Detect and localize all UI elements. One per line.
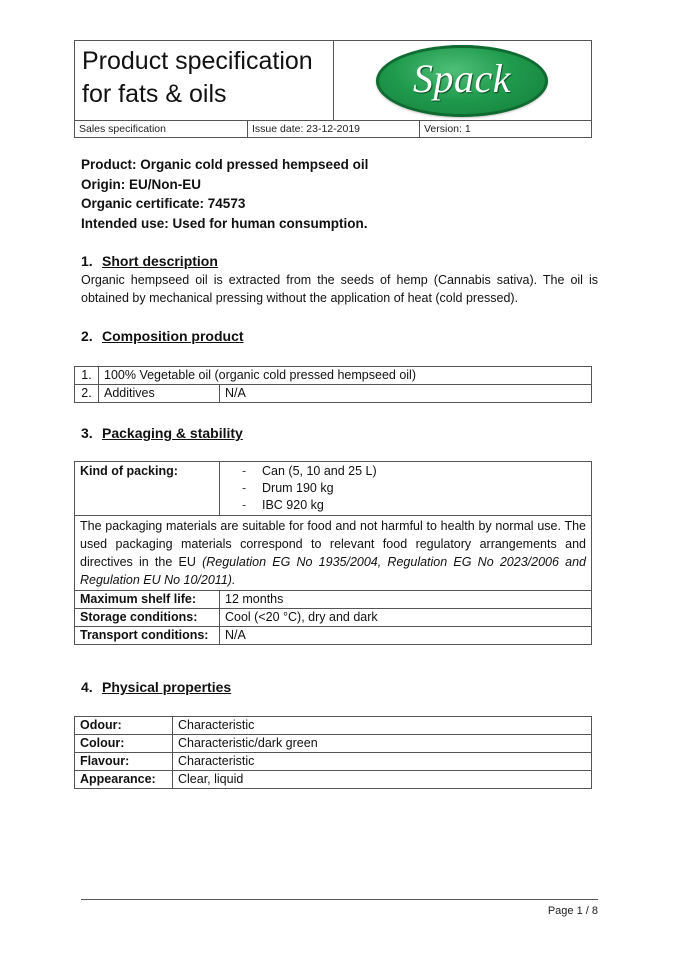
header-top-row [75,41,591,121]
document-title [75,41,334,121]
composition-value: N/A [220,385,592,403]
odour-label: Odour: [75,717,173,735]
packing-label: Kind of packing: [75,462,220,516]
row-number: 1. [75,367,99,385]
appearance-label: Appearance: [75,771,173,789]
intended-use: Intended use: Used for human consumption. [81,215,368,231]
table-row [75,609,592,627]
packaging-materials-text: The packaging materials are suitable for food and not harmful to health by normal use. The used packaging materials correspond to relevant food regulatory arrangements and directives in the EU [80,519,586,569]
page-number: Page 1 / 8 [547,905,598,917]
footer-divider [81,899,598,900]
row-number: 2. [75,385,99,403]
table-row [75,462,592,516]
table-row [75,367,592,385]
odour-value: Characteristic [173,717,592,735]
colour-value: Characteristic/dark green [173,735,592,753]
table-row [75,735,592,753]
product-origin: Origin: EU/Non-EU [81,176,201,192]
packaging-materials-cell [75,516,592,591]
section-title: Short description [102,253,218,269]
composition-label: 100% Vegetable oil (organic cold pressed hempseed oil) [99,367,592,385]
section-number: 1. [81,253,93,269]
issue-date: Issue date: 23-12-2019 [248,121,420,138]
transport-conditions-label: Transport conditions: [75,627,220,645]
list-item: - Drum 190 kg [220,480,591,497]
composition-table [74,366,592,403]
appearance-value: Clear, liquid [173,771,592,789]
transport-conditions-value: N/A [220,627,592,645]
section-number: 2. [81,328,93,344]
section-heading-short-description [81,252,218,270]
logo-cell [334,41,591,121]
section-title: Physical properties [102,679,232,695]
section-number: 4. [81,679,93,695]
spack-logo [376,45,548,117]
logo-text: Spack [412,56,511,101]
regulation-reference: (Regulation EG No 1935/2004, Regulation EG No 2023/2006 and Regulation EU No 10/2011). [80,555,586,587]
short-description-text: Organic hempseed oil is extracted from the seeds of hemp (Cannabis sativa). The oil is obtained by mechanical pressing without the application of heat (cold pressed). [81,273,598,305]
organic-certificate: Organic certificate: 74573 [81,196,246,211]
composition-label: Additives [99,385,220,403]
packing-list [220,463,591,514]
table-row [75,385,592,403]
table-row [75,771,592,789]
flavour-value: Characteristic [173,753,592,771]
table-row [75,627,592,645]
physical-properties-table [74,716,592,789]
section-title: Packaging & stability [102,425,243,441]
section-heading-composition [81,327,244,345]
table-row [75,753,592,771]
storage-conditions-value: Cool (<20 °C), dry and dark [220,609,592,627]
shelf-life-label: Maximum shelf life: [75,591,220,609]
spec-type: Sales specification [75,121,248,138]
table-row [75,516,592,591]
packing-list-cell [220,462,592,516]
version: Version: 1 [424,123,471,135]
list-item: - Can (5, 10 and 25 L) [220,463,591,480]
shelf-life-value: 12 months [220,591,592,609]
product-name: Product: Organic cold pressed hempseed oil [81,157,369,172]
flavour-label: Flavour: [75,753,173,771]
section-heading-physical-properties [81,678,231,696]
storage-conditions-label: Storage conditions: [75,609,220,627]
table-row [75,591,592,609]
colour-label: Colour: [75,735,173,753]
table-row [75,717,592,735]
section-heading-packaging [81,424,243,442]
section-number: 3. [81,425,93,441]
section-title: Composition product [102,328,244,344]
header-meta-row [75,121,591,138]
header-table [74,40,592,138]
packaging-table [74,461,592,645]
product-info [81,155,368,233]
title-line-1: Product specification [82,47,313,75]
title-line-2: for fats & oils [82,80,227,108]
list-item: - IBC 920 kg [220,497,591,514]
